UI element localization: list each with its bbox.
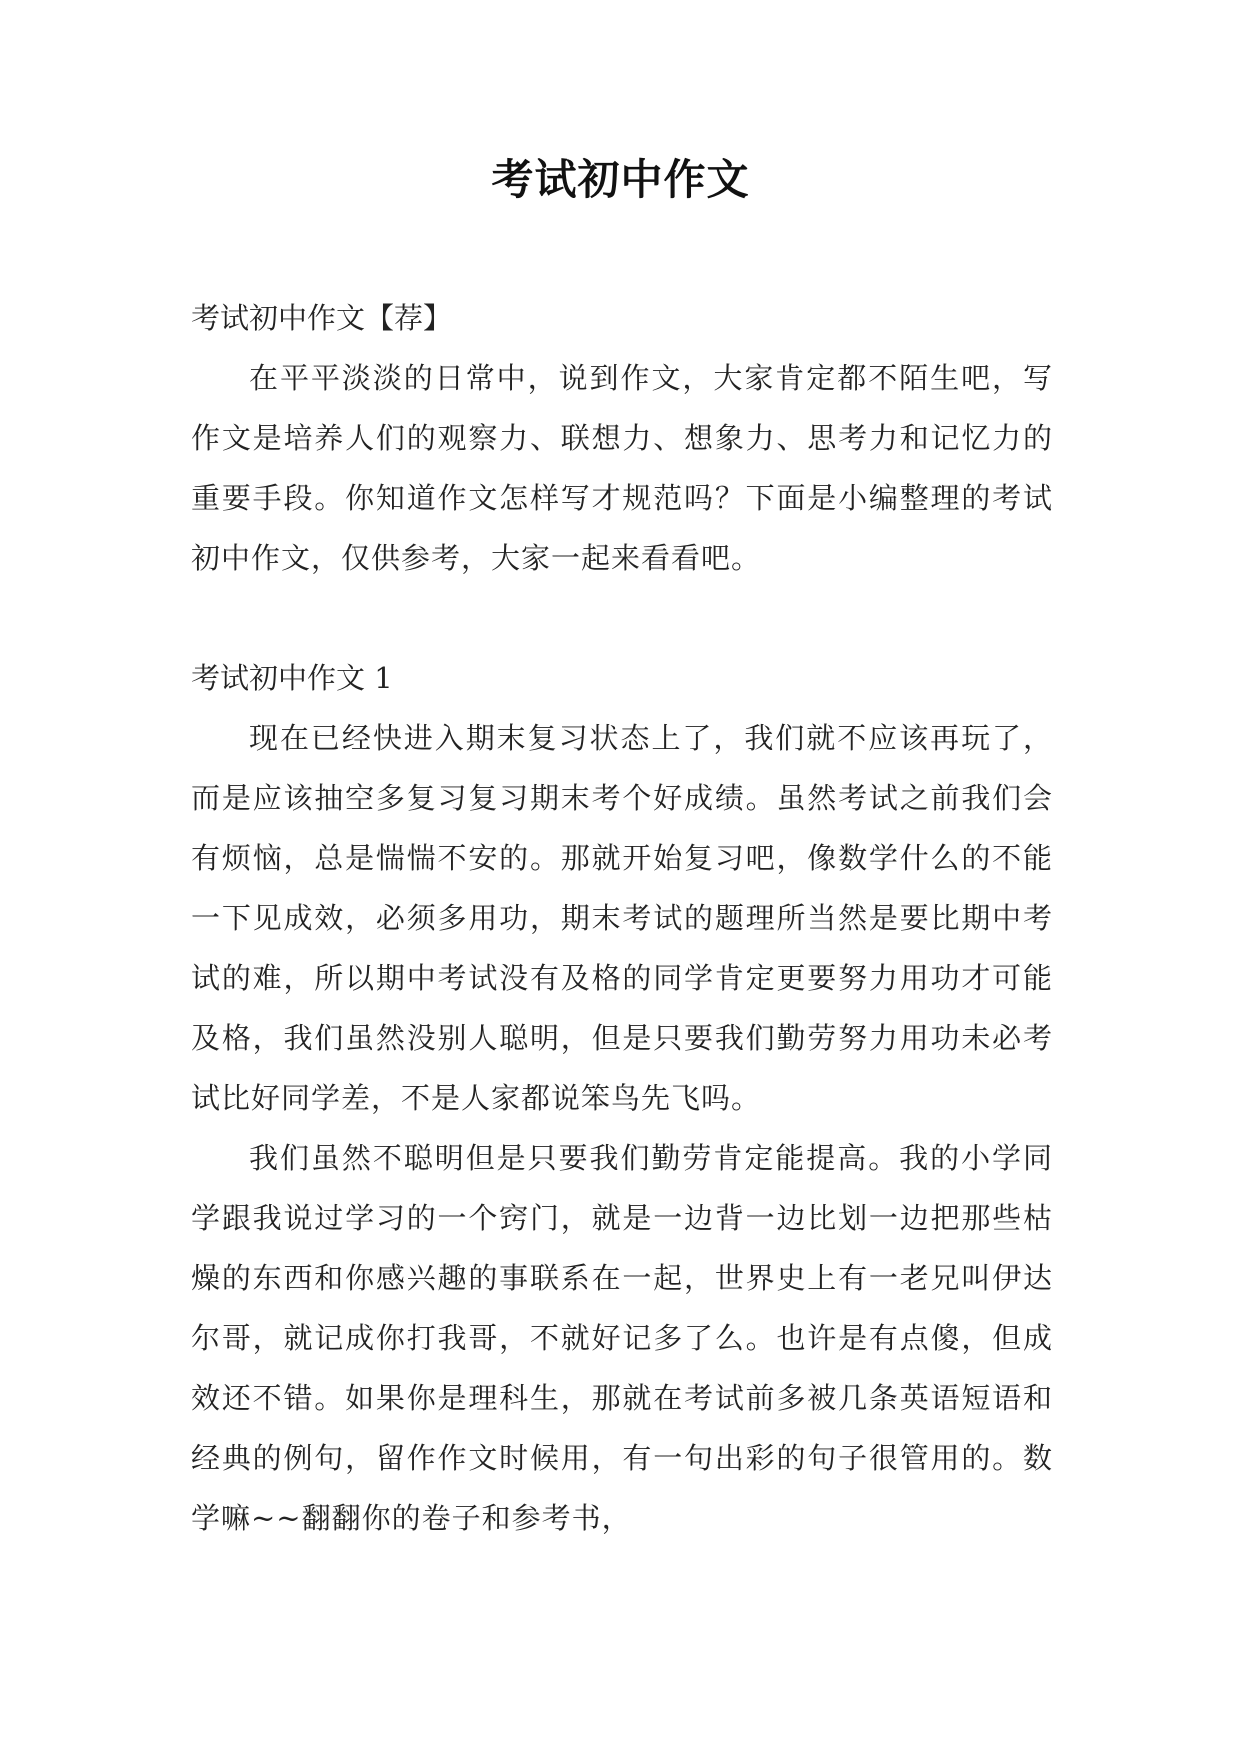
section-spacer bbox=[191, 588, 1053, 648]
essay1-heading: 考试初中作文 1 bbox=[191, 661, 393, 695]
document-title: 考试初中作文 bbox=[491, 155, 750, 204]
essay1-paragraph-2: 我们虽然不聪明但是只要我们勤劳肯定能提高。我的小学同学跟我说过学习的一个窍门，就是一边背一边比划一边把那些枯燥的东西和你感兴趣的事联系在一起，世界史上有一老兄叫伊达尔哥，就记成你打我哥，不就好记多了么。也许是有点傻，但成效还不错。如果你是理科生，那就在考试前多被几条英语短语和经典的例句，留作作文时候用，有一句出彩的句子很管用的。数学嘛~~翻翻你的卷子和参考书， bbox=[191, 1141, 1053, 1535]
essay1-paragraph-1: 现在已经快进入期末复习状态上了，我们就不应该再玩了，而是应该抽空多复习复习期末考个好成绩。虽然考试之前我们会有烦恼，总是惴惴不安的。那就开始复习吧，像数学什么的不能一下见成效，必须多用功，期末考试的题理所当然是要比期中考试的难，所以期中考试没有及格的同学肯定更要努力用功才可能及格，我们虽然没别人聪明，但是只要我们勤劳努力用功未必考试比好同学差，不是人家都说笨鸟先飞吗。 bbox=[191, 721, 1053, 1115]
intro-heading: 考试初中作文【荐】 bbox=[191, 301, 453, 335]
intro-paragraph: 在平平淡淡的日常中，说到作文，大家肯定都不陌生吧，写作文是培养人们的观察力、联想力、想象力、思考力和记忆力的重要手段。你知道作文怎样写才规范吗？下面是小编整理的考试初中作文，仅供参考，大家一起来看看吧。 bbox=[191, 361, 1053, 575]
document-body bbox=[191, 288, 1053, 1548]
